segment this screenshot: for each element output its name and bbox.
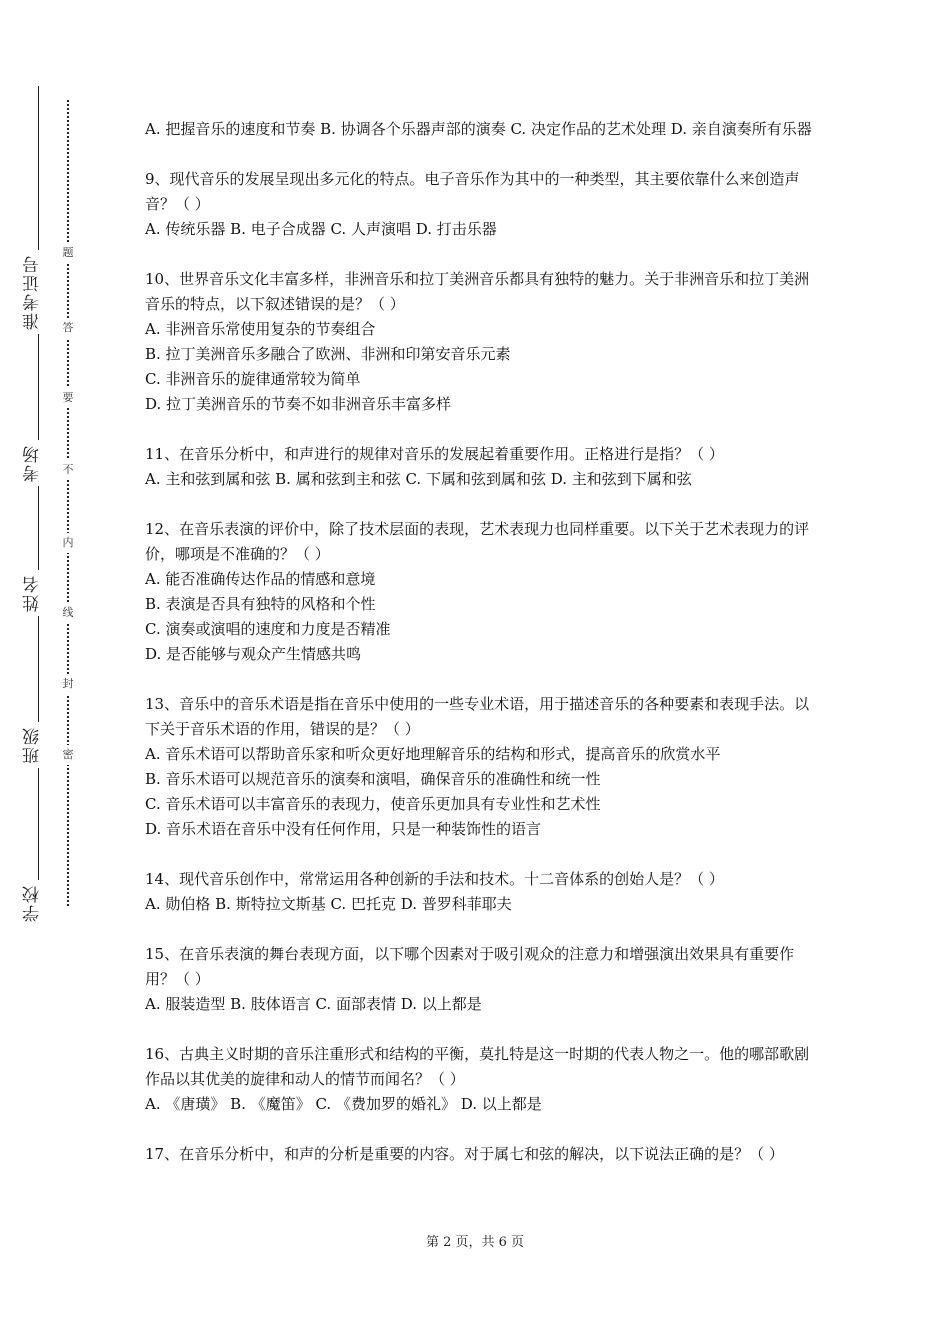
question-17 <box>145 1142 815 1167</box>
question-stem: 16、古典主义时期的音乐注重形式和结构的平衡，莫扎特是这一时期的代表人物之一。他的哪部歌剧作品以其优美的旋律和动人的情节而闻名？（ ） <box>145 1045 810 1088</box>
seal-char: 密 <box>58 745 78 765</box>
option-line: A. 勋伯格 B. 斯特拉文斯基 C. 巴托克 D. 普罗科菲耶夫 <box>145 895 512 913</box>
question-12 <box>145 517 815 667</box>
question-stem: 13、音乐中的音乐术语是指在音乐中使用的一些专业术语，用于描述音乐的各种要素和表现手法。以下关于音乐术语的作用，错误的是？（ ） <box>145 695 810 738</box>
option-line: B. 拉丁美洲音乐多融合了欧洲、非洲和印第安音乐元素 <box>145 345 511 363</box>
question-11 <box>145 442 815 492</box>
exam-number-label: 准考证号 <box>20 250 56 334</box>
question-14 <box>145 867 815 917</box>
class-label: 班级 <box>20 722 56 768</box>
option-line: A. 非洲音乐常使用复杂的节奏组合 <box>145 320 376 338</box>
school-label: 学校 <box>20 880 56 926</box>
question-stem: 17、在音乐分析中，和声的分析是重要的内容。对于属七和弦的解决，以下说法正确的是？（ ） <box>145 1145 784 1163</box>
option-line: C. 演奏或演唱的速度和力度是否精准 <box>145 620 391 638</box>
question-9 <box>145 167 815 242</box>
question-13 <box>145 692 815 842</box>
option-line: A. 传统乐器 B. 电子合成器 C. 人声演唱 D. 打击乐器 <box>145 220 497 238</box>
option-line: A. 《唐璜》 B. 《魔笛》 C. 《费加罗的婚礼》 D. 以上都是 <box>145 1095 542 1113</box>
option-line: B. 表演是否具有独特的风格和个性 <box>145 595 376 613</box>
option-line: D. 是否能够与观众产生情感共鸣 <box>145 645 362 663</box>
seal-char: 封 <box>58 674 78 694</box>
option-line: C. 非洲音乐的旋律通常较为简单 <box>145 370 361 388</box>
option-line: B. 音乐术语可以规范音乐的演奏和演唱，确保音乐的准确性和统一性 <box>145 770 601 788</box>
name-label: 姓名 <box>20 570 56 616</box>
question-list <box>145 117 815 1192</box>
question-10 <box>145 267 815 417</box>
seal-char: 内 <box>58 533 78 553</box>
question-stem: 9、现代音乐的发展呈现出多元化的特点。电子音乐作为其中的一种类型，其主要依靠什么来创造声音？（ ） <box>145 170 800 213</box>
option-line: A. 把握音乐的速度和节奏 B. 协调各个乐器声部的演奏 C. 决定作品的艺术处理 D. 亲自演奏所有乐器 <box>145 120 812 138</box>
seal-char: 要 <box>58 388 78 408</box>
question-stem: 10、世界音乐文化丰富多样，非洲音乐和拉丁美洲音乐都具有独特的魅力。关于非洲音乐和拉丁美洲音乐的特点，以下叙述错误的是？（ ） <box>145 270 810 313</box>
fill-in-line <box>38 86 39 926</box>
option-line: A. 服装造型 B. 肢体语言 C. 面部表情 D. 以上都是 <box>145 995 482 1013</box>
exam-room-label: 考场 <box>20 440 56 486</box>
seal-char: 题 <box>58 243 78 263</box>
seal-char: 答 <box>58 318 78 338</box>
binding-margin <box>0 0 110 1344</box>
question-stem: 11、在音乐分析中，和声进行的规律对音乐的发展起着重要作用。正格进行是指？（ ） <box>145 445 724 463</box>
seal-dotted-line <box>67 100 69 906</box>
page-footer: 第 2 页，共 6 页 <box>425 1235 525 1250</box>
question-15 <box>145 942 815 1017</box>
option-line: C. 音乐术语可以丰富音乐的表现力，使音乐更加具有专业性和艺术性 <box>145 795 601 813</box>
question-16 <box>145 1042 815 1117</box>
option-line: A. 音乐术语可以帮助音乐家和听众更好地理解音乐的结构和形式，提高音乐的欣赏水平 <box>145 745 721 763</box>
question-stem: 14、现代音乐创作中，常常运用各种创新的手法和技术。十二音体系的创始人是？（ ） <box>145 870 724 888</box>
seal-char: 不 <box>58 460 78 480</box>
option-line: A. 主和弦到属和弦 B. 属和弦到主和弦 C. 下属和弦到属和弦 D. 主和弦到下属和弦 <box>145 470 692 488</box>
question-stem: 15、在音乐表演的舞台表现方面，以下哪个因素对于吸引观众的注意力和增强演出效果具有重要作用？（ ） <box>145 945 795 988</box>
question-8-options <box>145 117 815 142</box>
option-line: A. 能否准确传达作品的情感和意境 <box>145 570 376 588</box>
option-line: D. 音乐术语在音乐中没有任何作用，只是一种装饰性的语言 <box>145 820 542 838</box>
seal-char: 线 <box>58 603 78 623</box>
question-stem: 12、在音乐表演的评价中，除了技术层面的表现，艺术表现力也同样重要。以下关于艺术表现力的评价，哪项是不准确的？（ ） <box>145 520 810 563</box>
option-line: D. 拉丁美洲音乐的节奏不如非洲音乐丰富多样 <box>145 395 452 413</box>
